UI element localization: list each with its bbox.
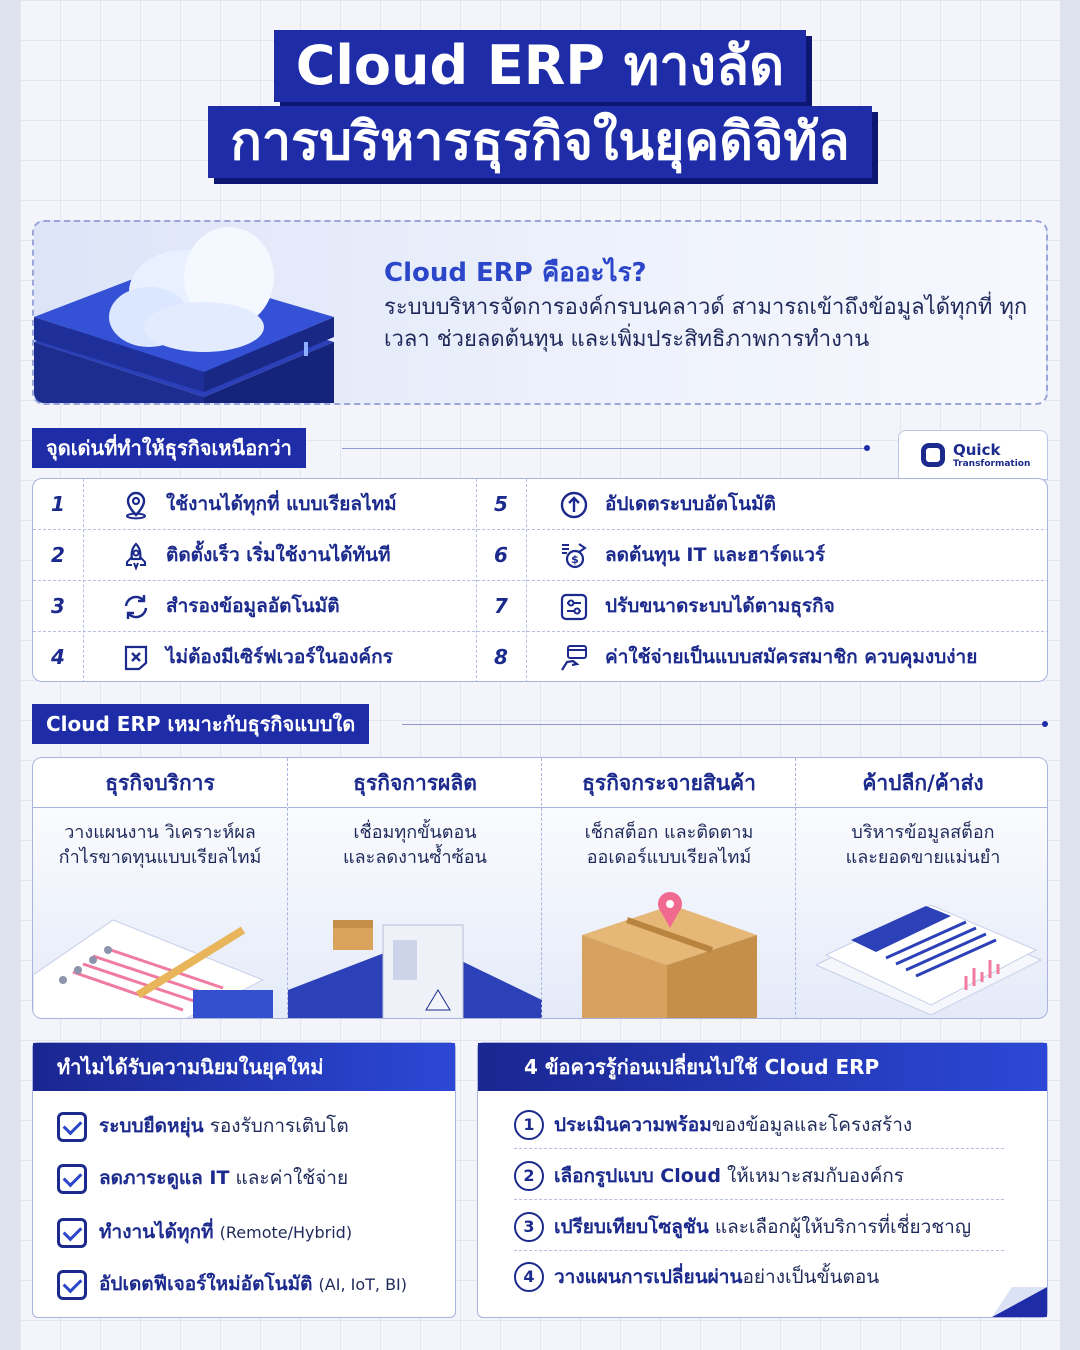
section-divider [402,724,1042,725]
checkbox-icon [57,1270,87,1300]
subscription-payment-icon [559,643,589,673]
intro-description: ระบบบริหารจัดการองค์กรบนคลาวด์ สามารถเข้าถึงข้อมูลได้ทุกที่ ทุกเวลา ช่วยลดต้นทุน และเพิ่มประสิทธิภาพการทำงาน [384,295,1028,352]
business-type-name: ธุรกิจการผลิต [288,758,542,808]
feature-row [33,581,1048,632]
checkbox-icon [57,1164,87,1194]
step-number: 1 [514,1110,544,1140]
title-line-1: Cloud ERP ทางลัด [274,30,806,102]
features-section-label: จุดเด่นที่ทำให้ธุรกิจเหนือกว่า [32,428,306,468]
checkbox-icon [57,1112,87,1142]
feature-number: 7 [494,594,508,618]
feature-number: 6 [494,543,508,567]
intro-box [32,220,1048,405]
feature-row [33,530,1048,581]
feature-number: 4 [51,645,65,669]
business-type-manufacturing [287,758,541,1019]
checkbox-icon [57,1218,87,1248]
title-line-2: การบริหารธุรกิจในยุคดิจิทัล [208,106,871,178]
step-item: 3 เปรียบเทียบโซลูชัน และเลือกผู้ให้บริการที่เชี่ยวชาญ [514,1203,1004,1251]
feature-row [33,479,1048,530]
business-type-distribution [541,758,795,1019]
adjust-scale-icon [559,592,589,622]
feature-number: 1 [51,492,65,516]
feature-number: 2 [51,543,65,567]
feature-number: 8 [494,645,508,669]
business-type-name: ธุรกิจกระจายสินค้า [542,758,796,808]
section-dot [864,445,870,451]
why-popular-panel: ทำไมได้รับความนิยมในยุคใหม่ ระบบยืดหยุ่น รองรับการเติบโต ลดภาระดูแล IT และค่าใช้จ่าย ทำงานได้ทุกที่ (Remote/Hybrid) อัปเดตฟีเจอร์ใหม่อัตโนมัติ (AI, IoT, BI) [32,1042,456,1318]
conveyor-machine-illustration [288,880,542,1019]
feature-row [33,632,1048,682]
feature-number: 3 [51,594,65,618]
business-type-description: เช็กสต็อก และติดตาม ออเดอร์แบบเรียลไทม์ [584,822,754,868]
feature-text: สำรองข้อมูลอัตโนมัติ [166,595,340,617]
logo-mark-icon [921,443,945,467]
feature-text: ติดตั้งเร็ว เริ่มใช้งานได้ทันที [166,544,391,566]
step-number: 3 [514,1212,544,1242]
rocket-icon [121,541,151,571]
business-type-description: วางแผนงาน วิเคราะห์ผล กำไรขาดทุนแบบเรียลไทม์ [58,822,262,868]
logo-text-quick: Quick [953,441,1001,459]
step-number: 2 [514,1161,544,1191]
quick-transformation-logo [898,430,1048,480]
business-type-retail-wholesale [795,758,1048,1019]
business-type-name: ธุรกิจบริการ [33,758,287,808]
location-pin-icon [121,490,151,520]
logo-text-transformation: Transformation [953,459,1031,469]
feature-text: ปรับขนาดระบบได้ตามธุรกิจ [605,595,835,617]
before-switching-heading: 4 ข้อควรรู้ก่อนเปลี่ยนไปใช้ Cloud ERP [478,1043,1047,1091]
business-section-label: Cloud ERP เหมาะกับธุรกิจแบบใด [32,704,369,744]
feature-text: อัปเดตระบบอัตโนมัติ [605,493,776,515]
feature-number: 5 [494,492,508,516]
cost-cut-icon [559,541,589,571]
section-dot [1042,721,1048,727]
feature-text: ค่าใช้จ่ายเป็นแบบสมัครสมาชิก ควบคุมงบง่าย [605,646,978,668]
business-type-description: บริหารข้อมูลสต็อก และยอดขายแม่นยำ [845,822,1001,868]
corner-fold-decoration [992,1287,1047,1317]
why-popular-heading: ทำไมได้รับความนิยมในยุคใหม่ [33,1043,455,1091]
business-type-description: เชื่อมทุกขั้นตอน และลดงานซ้ำซ้อน [343,822,487,868]
cloud-server-illustration [34,222,364,405]
business-type-service [33,758,287,1019]
step-number: 4 [514,1262,544,1292]
before-switching-panel [477,1042,1048,1318]
step-item: 2 เลือกรูปแบบ Cloud ให้เหมาะสมกับองค์กร [514,1152,1004,1200]
report-documents-illustration [796,880,1048,1019]
intro-heading: Cloud ERP คืออะไร? [384,258,647,288]
feature-text: ไม่ต้องมีเซิร์ฟเวอร์ในองค์กร [166,646,393,668]
section-divider [342,448,867,449]
svg-text:$: $ [571,553,579,566]
business-type-name: ค้าปลีก/ค้าส่ง [796,758,1048,808]
notebook-pencil-illustration [33,880,287,1019]
sync-icon [121,592,151,622]
feature-text: ใช้งานได้ทุกที่ แบบเรียลไทม์ [166,493,397,515]
feature-text: ลดต้นทุน IT และฮาร์ดแวร์ [605,544,826,566]
no-server-icon [121,643,151,673]
business-types-grid [32,757,1048,1019]
features-grid [32,478,1048,682]
page-title [0,30,1080,178]
package-box-illustration [542,880,796,1019]
step-item: 4 วางแผนการเปลี่ยนผ่านอย่างเป็นขั้นตอน [514,1253,1004,1301]
upload-circle-icon [559,490,589,520]
step-item: 1 ประเมินความพร้อมของข้อมูลและโครงสร้าง [514,1101,1004,1149]
